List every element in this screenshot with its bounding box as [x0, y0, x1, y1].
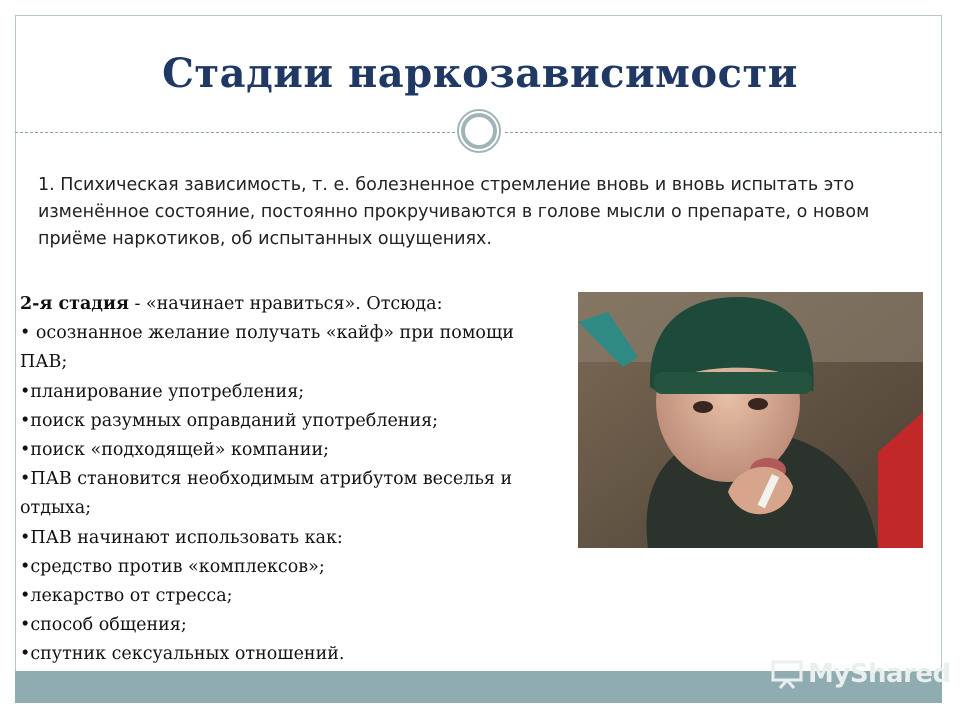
list-item: •планирование употребления; [20, 381, 305, 402]
presentation-board-icon [770, 659, 804, 689]
list-item: •способ общения; [20, 615, 187, 636]
divider-right [505, 132, 942, 133]
list-item: •спутник сексуальных отношений. [20, 644, 345, 665]
list-item: •средство против «комплексов»; [20, 556, 325, 577]
psychological-dependence-paragraph: 1. Психическая зависимость, т. е. болезненное стремление вновь и вновь испытать это изменённое состояние, постоянно прокручиваются в голове мысли о препарате, о новом приёме наркотиков, об испытанных ощущениях. [38, 175, 870, 249]
list-item: •поиск «подходящей» компании; [20, 440, 330, 461]
divider-left [15, 132, 455, 133]
stage2-block [20, 290, 580, 670]
stage2-intro: - «начинает нравиться». Отсюда: [128, 294, 443, 314]
list-item: •ПАВ становится необходимым атрибутом веселья и отдыха; [20, 469, 513, 519]
photo-illustration [578, 292, 923, 548]
list-item: •ПАВ начинают использовать как: [20, 527, 343, 548]
child-photo [578, 292, 923, 548]
list-item: • осознанное желание получать «кайф» при помощи ПАВ; [20, 323, 514, 373]
ring-ornament-icon [456, 108, 502, 154]
list-item: •лекарство от стресса; [20, 586, 233, 607]
stage2-heading-line [20, 290, 580, 319]
slide-title: Стадии наркозависимости [162, 50, 798, 97]
watermark-text: MyShared [808, 659, 951, 689]
stage2-heading: 2-я стадия [20, 294, 129, 314]
list-item: •поиск разумных оправданий употребления; [20, 410, 439, 431]
watermark-logo [770, 656, 951, 692]
